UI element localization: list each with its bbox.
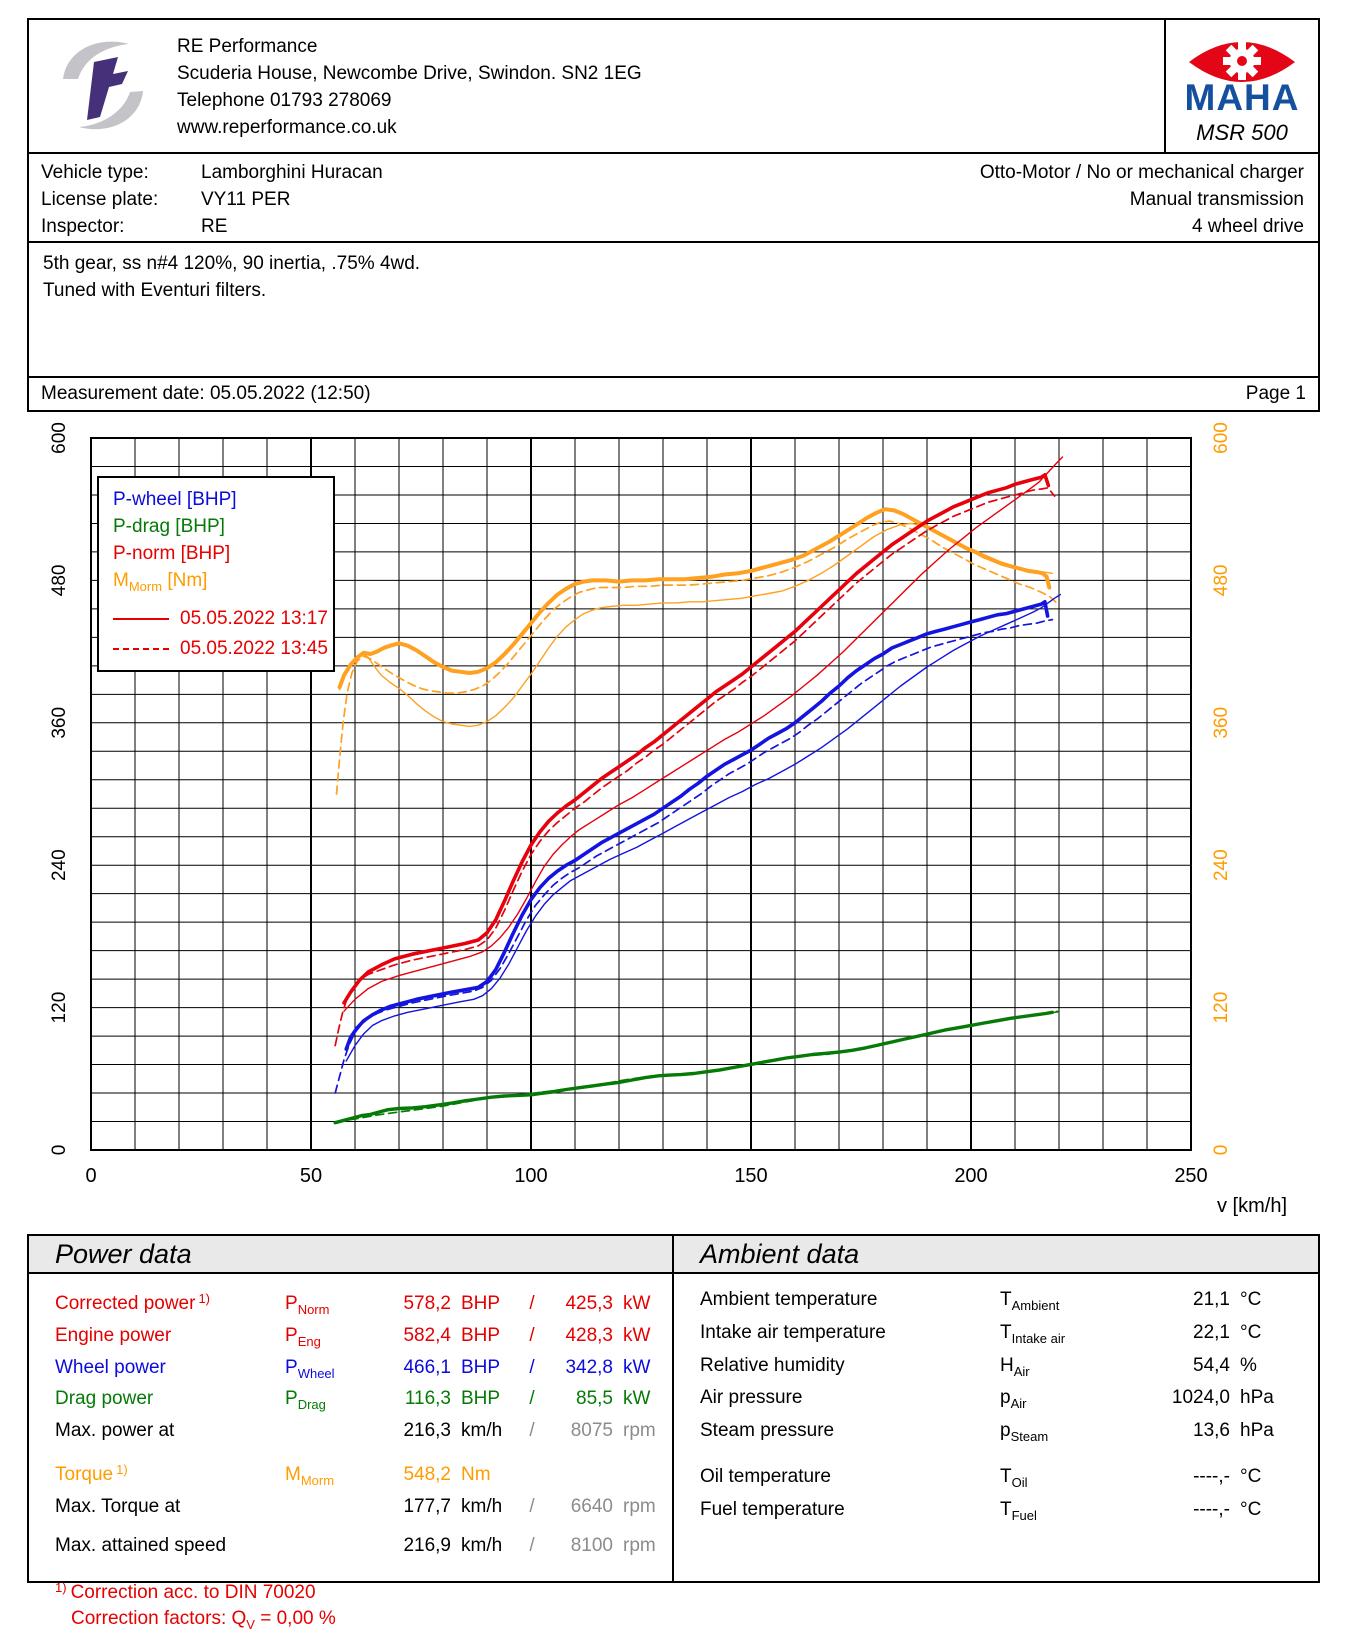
power-row-label: Max. Torque at — [55, 1495, 181, 1517]
ambient-row-symbol — [1000, 1417, 1128, 1450]
legend-entry: P-drag [BHP] — [113, 516, 225, 537]
curves-group — [335, 457, 1062, 1123]
vehicle-right-line: 4 wheel drive — [1192, 216, 1304, 237]
notes-box — [27, 241, 1320, 378]
ambient-row-value: 54,4 — [1193, 1354, 1230, 1376]
y-axis-label-left: 0 — [49, 1144, 70, 1156]
power-row-label: Torque $^{1)}$ — [55, 1462, 128, 1486]
symbol-letter: T — [1000, 1321, 1012, 1343]
engine-transmission-info — [980, 159, 1304, 241]
ambient-data-row — [700, 1319, 1318, 1352]
ambient-data-row — [700, 1286, 1318, 1319]
power-row-label: Drag power — [55, 1388, 154, 1410]
power-row-symbol — [285, 1323, 383, 1355]
legend-entry-post: [Nm] — [162, 570, 208, 591]
vehicle-right-line: Otto-Motor / No or mechanical charger — [979, 162, 1304, 183]
measurement-date: Measurement date: 05.05.2022 (12:50) — [41, 383, 371, 404]
ambient-data-row — [700, 1352, 1318, 1385]
power-data-panel — [27, 1234, 674, 1632]
legend-entry-sym: M — [113, 570, 129, 591]
ambient-row-value: ----,- — [1193, 1465, 1230, 1487]
power-data-row — [55, 1355, 672, 1387]
vehicle-row — [41, 213, 383, 240]
power-row-value2: 8100 — [570, 1534, 613, 1556]
symbol-subscript: Drag — [297, 1397, 326, 1413]
vehicle-row-value: Lamborghini Huracan — [201, 162, 383, 183]
y-axis-label-right: 360 — [1211, 706, 1232, 739]
power-row-separator: / — [529, 1495, 535, 1517]
ambient-row-value: 21,1 — [1193, 1289, 1230, 1310]
power-data-rows — [29, 1274, 672, 1559]
power-row-symbol — [285, 1291, 383, 1323]
curve-m-morm-13-17-raw — [340, 523, 1053, 726]
footnote-line1: $^{1)}$ Correction acc. to DIN 70020 — [55, 1579, 316, 1603]
power-row-value2: 425,3 — [565, 1293, 613, 1314]
legend-run — [113, 638, 327, 660]
power-row-footnote-marker: 1) — [116, 1462, 128, 1478]
ambient-data-rows — [674, 1274, 1318, 1529]
company-phone: Telephone 01793 278069 — [177, 90, 392, 111]
symbol-letter: H — [1000, 1354, 1014, 1376]
symbol-letter: T — [1000, 1289, 1012, 1310]
power-row-symbol — [285, 1386, 383, 1418]
re-performance-logo-icon — [47, 33, 159, 139]
vehicle-row — [41, 159, 383, 186]
y-axis-label-left: 240 — [49, 849, 70, 882]
power-row-value2: 85,5 — [576, 1388, 613, 1410]
ambient-row-value: 1024,0 — [1171, 1387, 1230, 1409]
symbol-letter: P — [285, 1388, 298, 1410]
y-axis-label-left: 120 — [49, 991, 70, 1024]
curve-p-norm-13-17-smoothed — [344, 475, 1048, 1003]
ambient-row-value: 13,6 — [1193, 1420, 1230, 1442]
ambient-data-row — [700, 1417, 1318, 1450]
company-website: www.reperformance.co.uk — [177, 117, 397, 138]
vehicle-right-line: Manual transmission — [1129, 189, 1304, 210]
y-axis-label-right: 600 — [1211, 422, 1232, 454]
symbol-subscript: Morm — [300, 1472, 335, 1488]
data-tables-section — [27, 1234, 1320, 1632]
power-row-value1: 116,3 — [404, 1388, 451, 1410]
power-data-row — [55, 1533, 672, 1559]
power-row-value1: 578,2 — [403, 1293, 451, 1314]
power-row-symbol — [285, 1462, 383, 1494]
ambient-row-symbol — [1000, 1319, 1128, 1352]
power-row-unit2: rpm — [623, 1495, 656, 1517]
legend-entry: P-norm [BHP] — [113, 543, 231, 564]
power-row-separator: / — [529, 1356, 535, 1378]
symbol-letter: T — [1000, 1465, 1012, 1487]
symbol-subscript: Air — [1013, 1363, 1030, 1379]
symbol-subscript: Ambient — [1011, 1297, 1060, 1313]
power-row-unit2: kW — [623, 1324, 651, 1346]
power-row-unit1: km/h — [461, 1420, 503, 1442]
power-row-symbol — [285, 1355, 383, 1387]
company-address: Scuderia House, Newcombe Drive, Swindon. SN2 1EG — [177, 63, 642, 84]
power-row-unit2: rpm — [623, 1420, 656, 1442]
power-row-unit1: km/h — [461, 1534, 503, 1556]
ambient-row-unit: hPa — [1240, 1420, 1274, 1442]
legend-run-label: 05.05.2022 13:17 — [180, 607, 328, 629]
report-document — [27, 18, 1320, 1632]
x-axis-label: 100 — [514, 1165, 548, 1187]
y-axis-label-left: 480 — [49, 564, 70, 597]
device-model: MSR 500 — [1196, 120, 1288, 145]
maha-wordmark: MAHA — [1184, 77, 1300, 118]
ambient-row-value: 22,1 — [1193, 1321, 1230, 1343]
power-row-value2: 6640 — [570, 1495, 613, 1517]
symbol-subscript: Air — [1010, 1396, 1027, 1412]
legend-line-sample — [113, 618, 169, 620]
power-data-row — [55, 1323, 672, 1355]
vehicle-row-label: Inspector: — [41, 216, 125, 237]
power-row-separator: / — [529, 1388, 535, 1410]
power-torque-chart — [27, 412, 1320, 1234]
ambient-row-label: Ambient temperature — [700, 1289, 878, 1310]
ambient-row-symbol — [1000, 1286, 1128, 1319]
ambient-row-symbol — [1000, 1463, 1128, 1496]
power-row-value1: 216,3 — [403, 1420, 451, 1442]
ambient-row-unit: °C — [1240, 1498, 1262, 1520]
x-axis-label: 250 — [1174, 1165, 1208, 1187]
power-row-value1: 548,2 — [403, 1464, 451, 1486]
vehicle-row-label: License plate: — [41, 189, 159, 210]
power-data-row — [55, 1418, 672, 1444]
legend-entry: P-wheel [BHP] — [113, 489, 237, 510]
power-data-row — [55, 1286, 672, 1323]
ambient-row-label: Air pressure — [700, 1387, 803, 1409]
power-row-value2: 428,3 — [565, 1324, 613, 1346]
power-row-separator: / — [529, 1293, 535, 1314]
curve-m-morm-13-45 — [337, 521, 1057, 794]
legend-run — [113, 608, 327, 630]
power-row-unit1: BHP — [461, 1356, 501, 1378]
y-axis-label-right: 480 — [1211, 564, 1232, 597]
ambient-row-unit: °C — [1240, 1321, 1262, 1343]
ambient-data-panel — [672, 1234, 1320, 1583]
power-data-row — [55, 1494, 672, 1520]
x-axis-label: 50 — [299, 1165, 323, 1187]
ambient-row-symbol — [1000, 1352, 1128, 1385]
ambient-row-symbol — [1000, 1384, 1128, 1417]
power-row-footnote-marker: 1) — [198, 1291, 211, 1306]
power-row-unit2: kW — [623, 1388, 651, 1410]
y-axis-label-right: 0 — [1211, 1144, 1232, 1156]
symbol-subscript: Steam — [1010, 1428, 1049, 1444]
measurement-bar — [27, 376, 1320, 412]
power-row-separator: / — [529, 1534, 535, 1556]
ambient-row-unit: hPa — [1240, 1387, 1274, 1409]
power-row-value1: 177,7 — [403, 1495, 451, 1517]
vehicle-row-value: RE — [201, 216, 228, 237]
company-name: RE Performance — [177, 36, 318, 57]
power-row-unit1: km/h — [461, 1495, 503, 1517]
power-row-unit2: kW — [623, 1293, 651, 1314]
power-row-label: Wheel power — [55, 1356, 166, 1378]
power-row-label: Engine power — [55, 1324, 172, 1346]
power-row-value2: 342,8 — [565, 1356, 613, 1378]
footnote-line2: Correction factors: $Q_V = 0,00$ % — [71, 1607, 336, 1632]
ambient-row-symbol — [1000, 1496, 1128, 1529]
ambient-data-row — [700, 1496, 1318, 1529]
vehicle-info-box — [27, 152, 1320, 243]
power-row-unit1: BHP — [461, 1324, 501, 1346]
power-data-row — [55, 1457, 672, 1494]
symbol-subscript: Norm — [297, 1301, 330, 1317]
company-info — [177, 20, 1164, 152]
ambient-row-label: Relative humidity — [700, 1354, 845, 1376]
symbol-subscript: Intake air — [1011, 1330, 1066, 1346]
maha-logo-icon — [1182, 30, 1302, 118]
y-axis-label-right: 240 — [1211, 849, 1232, 882]
ambient-row-unit: °C — [1240, 1289, 1262, 1310]
y-axis-label-left: 360 — [49, 706, 70, 739]
ambient-row-label: Intake air temperature — [700, 1321, 886, 1343]
power-row-unit2: kW — [623, 1356, 651, 1378]
symbol-letter: P — [285, 1356, 298, 1378]
x-axis-title: v [km/h] — [1216, 1195, 1287, 1217]
symbol-subscript: Eng — [297, 1333, 321, 1349]
chart-legend — [97, 476, 335, 672]
ambient-row-label: Steam pressure — [700, 1420, 835, 1442]
y-axis-label-right: 120 — [1211, 991, 1232, 1024]
power-row-label: Max. power at — [55, 1420, 175, 1442]
note-line: 5th gear, ss n#4 120%, 90 inertia, .75% 4wd. — [43, 253, 421, 274]
power-row-unit2: rpm — [623, 1534, 656, 1556]
vehicle-row-value: VY11 PER — [201, 189, 291, 210]
x-axis-label: 150 — [734, 1165, 768, 1187]
power-row-unit1: Nm — [461, 1464, 491, 1486]
page-number: Page 1 — [1245, 383, 1306, 404]
ambient-row-value: ----,- — [1193, 1498, 1230, 1520]
report-header — [27, 18, 1320, 154]
vehicle-row-label: Vehicle type: — [41, 162, 149, 183]
legend-line-sample — [113, 648, 169, 650]
legend-entry — [113, 567, 327, 600]
x-axis-label: 0 — [85, 1165, 97, 1187]
power-row-value1: 466,1 — [403, 1356, 451, 1378]
vehicle-rows — [41, 159, 383, 241]
ambient-row-unit: % — [1240, 1354, 1257, 1376]
symbol-letter: p — [1000, 1420, 1011, 1442]
power-row-separator: / — [529, 1420, 535, 1442]
power-row-label: Max. attained speed — [55, 1534, 227, 1556]
ambient-data-row — [700, 1384, 1318, 1417]
vehicle-row — [41, 186, 383, 213]
legend-entry-sub: Morm — [128, 578, 163, 594]
power-row-value2: 8075 — [570, 1420, 613, 1442]
symbol-subscript: Wheel — [297, 1365, 335, 1381]
ambient-data-row — [700, 1463, 1318, 1496]
power-data-row — [55, 1386, 672, 1418]
maha-brand-cell — [1164, 20, 1318, 152]
x-axis-label: 200 — [954, 1165, 988, 1187]
symbol-letter: T — [1000, 1498, 1012, 1520]
symbol-letter: P — [285, 1293, 298, 1314]
ambient-row-label: Fuel temperature — [700, 1498, 845, 1520]
power-row-unit1: BHP — [461, 1293, 501, 1314]
symbol-letter: p — [1000, 1387, 1011, 1409]
y-axis-label-left: 600 — [49, 422, 70, 454]
power-row-label: Corrected power $^{1)}$ — [55, 1291, 211, 1314]
ambient-row-label: Oil temperature — [700, 1465, 831, 1487]
correction-footnote — [29, 1575, 672, 1638]
ambient-row-unit: °C — [1240, 1465, 1262, 1487]
note-line: Tuned with Eventuri filters. — [43, 280, 267, 301]
gear-icon — [1223, 42, 1261, 80]
ambient-data-title: Ambient data — [674, 1236, 1318, 1274]
power-row-separator: / — [529, 1324, 535, 1346]
power-row-unit1: BHP — [461, 1388, 501, 1410]
re-performance-logo — [29, 20, 177, 152]
curve-m-morm-13-17-smoothed — [340, 509, 1050, 687]
symbol-subscript: Fuel — [1011, 1507, 1037, 1523]
symbol-letter: M — [285, 1464, 301, 1486]
power-row-value1: 582,4 — [403, 1324, 451, 1346]
power-data-title: Power data — [29, 1236, 672, 1274]
symbol-letter: P — [285, 1324, 298, 1346]
legend-run-label: 05.05.2022 13:45 — [180, 637, 328, 659]
power-row-value1: 216,9 — [403, 1534, 451, 1556]
symbol-subscript: Oil — [1011, 1474, 1028, 1490]
